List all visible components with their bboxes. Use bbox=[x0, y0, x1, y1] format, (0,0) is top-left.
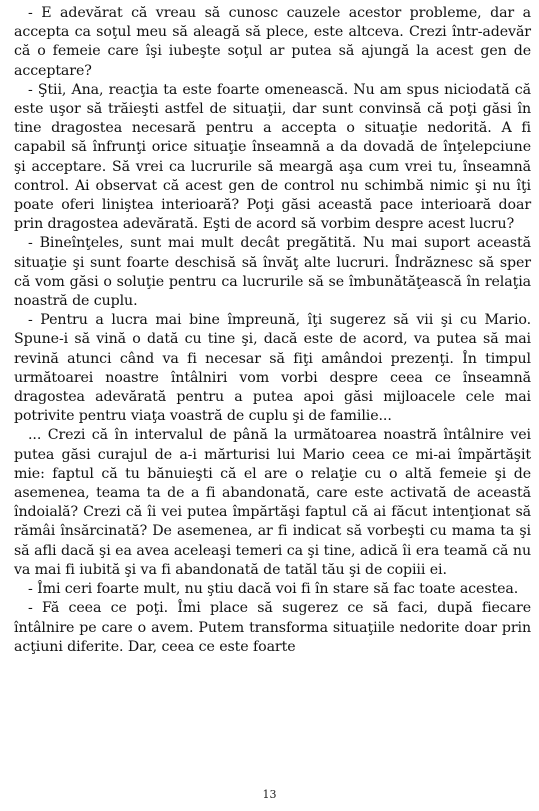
body-text bbox=[14, 4, 531, 657]
paragraph: - Fă ceea ce poţi. Îmi place să sugerez ce să faci, după fiecare întâlnire pe care o avem. Putem transforma situaţiile nedorite doar prin acţiuni diferite. Dar, ceea ce este foarte bbox=[14, 600, 531, 655]
paragraph: - Bineînţeles, sunt mai mult decât pregătită. Nu mai suport această situaţie şi sunt foarte deschisă să învăţ alte lucruri. Îndrăznesc să sper că vom găsi o soluţie pentru ca lucrurile să se îmbunătăţească în relaţia noastră de cuplu. bbox=[14, 235, 531, 310]
paragraph: - Îmi ceri foarte mult, nu ştiu dacă voi fi în stare să fac toate acestea. bbox=[28, 581, 519, 598]
page-number: 13 bbox=[262, 788, 277, 801]
paragraph: ... Crezi că în intervalul de până la următoarea noastră întâlnire vei putea găsi curajul de a-i mărturisi lui Mario ceea ce mi-ai împărtăşit mie: faptul că tu bănuieşti că el are o relaţie cu o altă femeie şi de asemenea, teama ta de a fi abandonată, care este activată de această îndoială? Crezi că îi vei putea împărtăşi faptul că ai făcut intenţionat să rămâi însărcinată? De asemenea, ar fi indicat să vorbeşti cu mama ta şi să afli dacă şi ea avea aceleaşi temeri ca şi tine, adică îi era teamă că nu va mai fi iubită şi va fi abandonată de tatăl tău şi de copiii ei. bbox=[14, 427, 531, 578]
paragraph: - Pentru a lucra mai bine împreună, îţi sugerez să vii şi cu Mario. Spune-i să vină o dată cu tine şi, dacă este de acord, va putea să mai revină atunci când va fi necesar să fiţi amândoi prezenţi. În timpul următoarei noastre întâlniri vom vorbi despre ceea ce înseamnă dragostea adevărată pentru a putea apoi găsi mijloacele cele mai potrivite pentru viaţa voastră de cuplu şi de familie... bbox=[14, 312, 531, 425]
paragraph: - Ştii, Ana, reacţia ta este foarte omenească. Nu am spus niciodată că este uşor să trăieşti astfel de situaţii, dar sunt convinsă că poţi găsi în tine dragostea necesară pentru a accepta o situaţie nedorită. A fi capabil să înfrunţi orice situaţie înseamnă a da dovadă de înţelepciune şi acceptare. Să vrei ca lucrurile să meargă aşa cum vrei tu, înseamnă control. Ai observat că acest gen de control nu schimbă nimic şi nu îţi poate oferi liniştea interioară? Poţi găsi această pace interioară doar prin dragostea adevărată. Eşti de acord să vorbim despre acest lucru? bbox=[14, 81, 531, 233]
paragraph: - E adevărat că vreau să cunosc cauzele acestor probleme, dar a accepta ca soţul meu să aleagă să plece, este altceva. Crezi într-adevăr că o femeie care îşi iubeşte soţul ar putea să ajungă la acest gen de acceptare? bbox=[14, 5, 531, 79]
